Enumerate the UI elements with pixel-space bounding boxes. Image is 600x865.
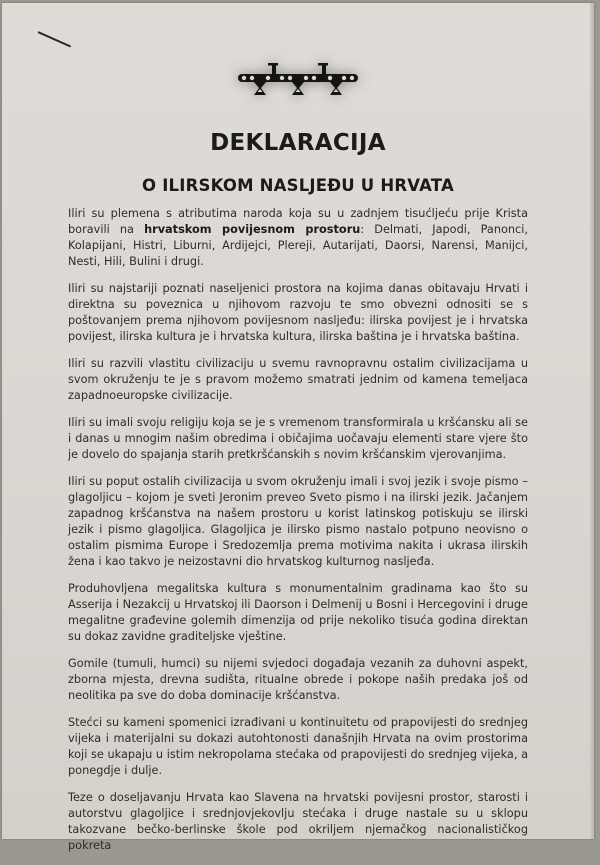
glagolitic-ornament-icon bbox=[234, 61, 362, 97]
document-title: DEKLARACIJA bbox=[210, 130, 386, 156]
document-page bbox=[2, 3, 594, 852]
paragraph: Iliri su najstariji poznati naseljenici prostora na kojima danas obitavaju Hrvati i direktna su poveznica u njihovom razvoju te smo obvezni odnositi se s poštovanjem prema njihovom povijesnom nasljeđu: ilirska povijest je i hrvatska povijest, ilirska kultura je i hrvatska kultura, ilirska baština je i hrvatska baština. bbox=[68, 282, 528, 343]
paragraph: Iliri su poput ostalih civilizacija u svom okruženju imali i svoj jezik i svoje pismo – glagoljicu – kojom je sveti Jeronim preveo Sveto pismo i na ilirski jezik. Jačanjem zapadnog kršćanstva na našem prostoru u korist latinskog potiskuju se ilirski jezik i pismo glagoljica. Glagoljica je ilirsko pismo nastalo potpuno neovisno o ostalim pismima Europe i Sredozemlja prema motivima nakita i ukrasa ilirskih žena i kao takvo je neizostavni dio hrvatskog kulturnog nasljeđa. bbox=[68, 475, 528, 568]
bold-phrase: hrvatskom povijesnom prostoru bbox=[144, 223, 361, 236]
document-subtitle: O ILIRSKOM NASLJEĐU U HRVATA bbox=[142, 176, 454, 195]
document-body bbox=[68, 206, 528, 865]
paragraph: Stećci su kameni spomenici izrađivani u kontinuitetu od prapovijesti do srednjeg vijeka i materijalni su dokazi autohtonosti današnjih Hrvata na ovim prostorima koji se ukapaju u istim nekropolama stećaka od prapovijesti do srednjeg vijeka, a ponegdje i dulje. bbox=[68, 716, 528, 777]
paragraph bbox=[68, 206, 528, 270]
paragraph-text: : Delmati, Japodi, Panonci, Kolapijani, Histri, Liburni, Ardijejci, Plereji, Autarijati, Daorsi, Narensi, Manijci, Nesti, Hili, Bulini i drugi. bbox=[68, 223, 528, 268]
paragraph: Iliri su razvili vlastitu civilizaciju u svemu ravnopravnu ostalim civilizacijama u svom okruženju te je s pravom možemo smatrati jednim od kamena temeljaca zapadnoeuropske civilizacije. bbox=[68, 357, 528, 402]
paragraph: Iliri su imali svoju religiju koja se je s vremenom transformirala u kršćansku ali se i danas u mnogim našim obredima i običajima uočavaju elementi stare vjere što je dovelo do spajanja starih pretkršćanskih s novim kršćanskim vjerovanjima. bbox=[68, 416, 528, 461]
page-edge-shadow bbox=[590, 3, 594, 839]
paragraph: Gomile (tumuli, humci) su nijemi svjedoci događaja vezanih za duhovni aspekt, zborna mjesta, drevna sudišta, ritualne obrede i pokope naših predaka još od neolitika pa sve do doba dominacije kršćanstva. bbox=[68, 657, 528, 702]
paragraph: Teze o doseljavanju Hrvata kao Slavena na hrvatski povijesni prostor, starosti i autorstvu glagoljice i srednjovjekovlju stećaka i druge nastale su u sklopu takozvane bečko-berlinske škole pod okriljem njemačkog nacionalističkog pokreta bbox=[68, 791, 528, 852]
paragraph: Produhovljena megalitska kultura s monumentalnim gradinama kao što su Asserija i Nezakcij u Hrvatskoj ili Daorson i Delmenij u Bosni i Hercegovini i druge megalitne građevine golemih dimenzija od prije nekoliko tisuća godina direktan su dokaz zavidne graditeljske vještine. bbox=[68, 582, 528, 643]
paragraph-text: Iliri su plemena s atributima naroda koja su u zadnjem tisućljeću prije Krista boravili na bbox=[68, 207, 528, 236]
pen-mark bbox=[38, 31, 72, 47]
